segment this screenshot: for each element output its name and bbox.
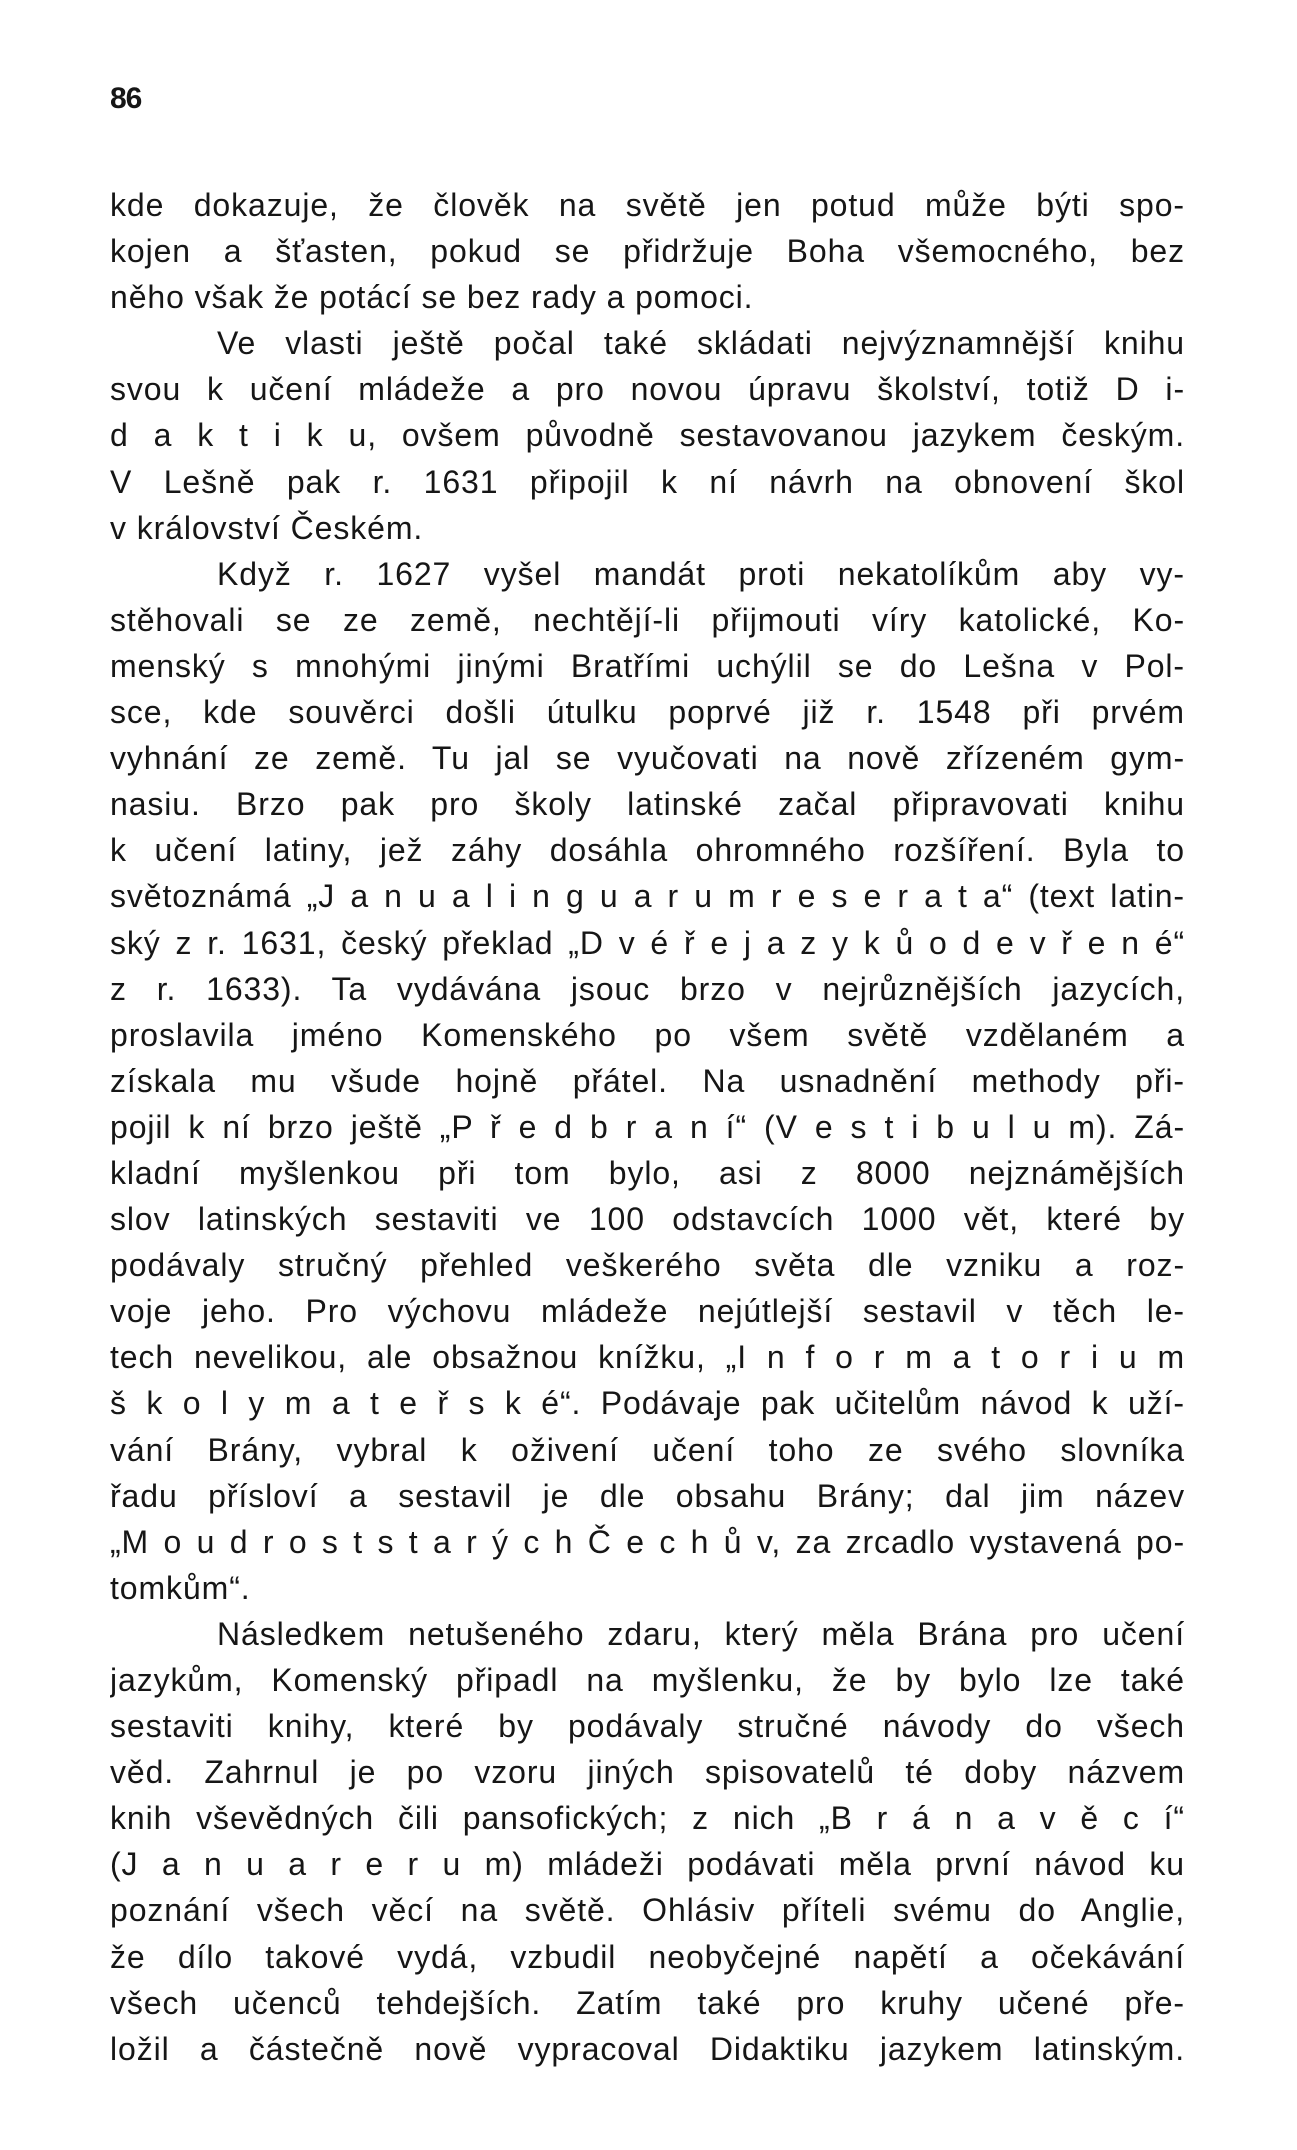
text-line: věd. Zahrnul je po vzoru jiných spisovatelů té doby názvem xyxy=(110,1754,1185,1791)
text-line: poznání všech věcí na světě. Ohlásiv příteli svému do Anglie, xyxy=(110,1892,1185,1929)
text-line: ský z r. 1631, český překlad „D v é ř e j a z y k ů o d e v ř e n é“ xyxy=(110,924,1185,961)
text-line: voje jeho. Pro výchovu mládeže nejútlejší sestavil v těch le- xyxy=(110,1293,1185,1330)
text-line: pojil k ní brzo ještě „P ř e d b r a n í“ (V e s t i b u l u m). Zá- xyxy=(110,1108,1185,1145)
text-line: podávaly stručný přehled veškerého světa dle vzniku a roz- xyxy=(110,1247,1185,1284)
text-line: řadu přísloví a sestavil je dle obsahu Brány; dal jim název xyxy=(110,1477,1185,1514)
text-line: kde dokazuje, že člověk na světě jen potud může býti spo- xyxy=(110,187,1185,223)
text-line: „M o u d r o s t s t a r ý c h Č e c h ů v, za zrcadlo vystavená po- xyxy=(110,1523,1185,1560)
text-line: menský s mnohými jinými Bratřími uchýlil se do Lešna v Pol- xyxy=(110,647,1185,684)
body-text xyxy=(110,182,1185,2072)
text-line: Následkem netušeného zdaru, který měla Brána pro učení xyxy=(217,1615,1185,1652)
text-line: něho však že potácí se bez rady a pomoci. xyxy=(110,279,754,316)
text-line: š k o l y m a t e ř s k é“. Podávaje pak učitelům návod k uží- xyxy=(110,1385,1185,1422)
text-line: všech učenců tehdejších. Zatím také pro kruhy učené pře- xyxy=(110,1984,1185,2021)
text-line: ložil a částečně nově vypracoval Didaktiku jazykem latinským. xyxy=(110,2030,1185,2067)
text-line: Ve vlasti ještě počal také skládati nejvýznamnější knihu xyxy=(217,325,1185,362)
text-line: proslavila jméno Komenského po všem světě vzdělaném a xyxy=(110,1016,1185,1053)
text-line: V Lešně pak r. 1631 připojil k ní návrh na obnovení škol xyxy=(110,463,1185,500)
text-line: nasiu. Brzo pak pro školy latinské začal připravovati knihu xyxy=(110,786,1185,823)
text-line: světoznámá „J a n u a l i n g u a r u m r e s e r a t a“ (text latin- xyxy=(110,878,1185,915)
text-line: d a k t i k u, ovšem původně sestavovanou jazykem českým. xyxy=(110,417,1185,454)
page-number: 86 xyxy=(110,82,142,115)
text-line: jazykům, Komenský připadl na myšlenku, že by bylo lze také xyxy=(110,1662,1185,1698)
text-line: kladní myšlenkou při tom bylo, asi z 8000 nejznámějších xyxy=(110,1154,1185,1191)
text-line: sce, kde souvěrci došli útulku poprvé již r. 1548 při prvém xyxy=(110,694,1185,731)
text-line: tech nevelikou, ale obsažnou knížku, „I n f o r m a t o r i u m xyxy=(110,1339,1185,1376)
text-line: vání Brány, vybral k oživení učení toho ze svého slovníka xyxy=(110,1431,1185,1468)
text-line: stěhovali se ze země, nechtějí-li přijmouti víry katolické, Ko- xyxy=(110,601,1185,638)
text-line: v království Českém. xyxy=(110,509,424,546)
text-line: sestaviti knihy, které by podávaly stručné návody do všech xyxy=(110,1708,1185,1745)
text-line: že dílo takové vydá, vzbudil neobyčejné napětí a očekávání xyxy=(110,1938,1185,1975)
text-line: knih vševědných čili pansofických; z nich „B r á n a v ě c í“ xyxy=(110,1800,1185,1837)
text-line: (J a n u a r e r u m) mládeži podávati měla první návod ku xyxy=(110,1846,1185,1883)
text-line: svou k učení mládeže a pro novou úpravu školství, totiž D i- xyxy=(110,371,1185,408)
text-line: slov latinských sestaviti ve 100 odstavcích 1000 vět, které by xyxy=(110,1201,1185,1238)
text-line: k učení latiny, jež záhy dosáhla ohromného rozšíření. Byla to xyxy=(110,832,1185,869)
text-line: Když r. 1627 vyšel mandát proti nekatolíkům aby vy- xyxy=(217,555,1185,592)
text-line: kojen a šťasten, pokud se přidržuje Boha všemocného, bez xyxy=(110,233,1185,270)
text-line: z r. 1633). Ta vydávána jsouc brzo v nejrůznějších jazycích, xyxy=(110,970,1185,1007)
text-line: vyhnání ze země. Tu jal se vyučovati na nově zřízeném gym- xyxy=(110,740,1185,777)
text-line: získala mu všude hojně přátel. Na usnadnění methody při- xyxy=(110,1062,1185,1099)
text-line: tomkům“. xyxy=(110,1569,251,1606)
